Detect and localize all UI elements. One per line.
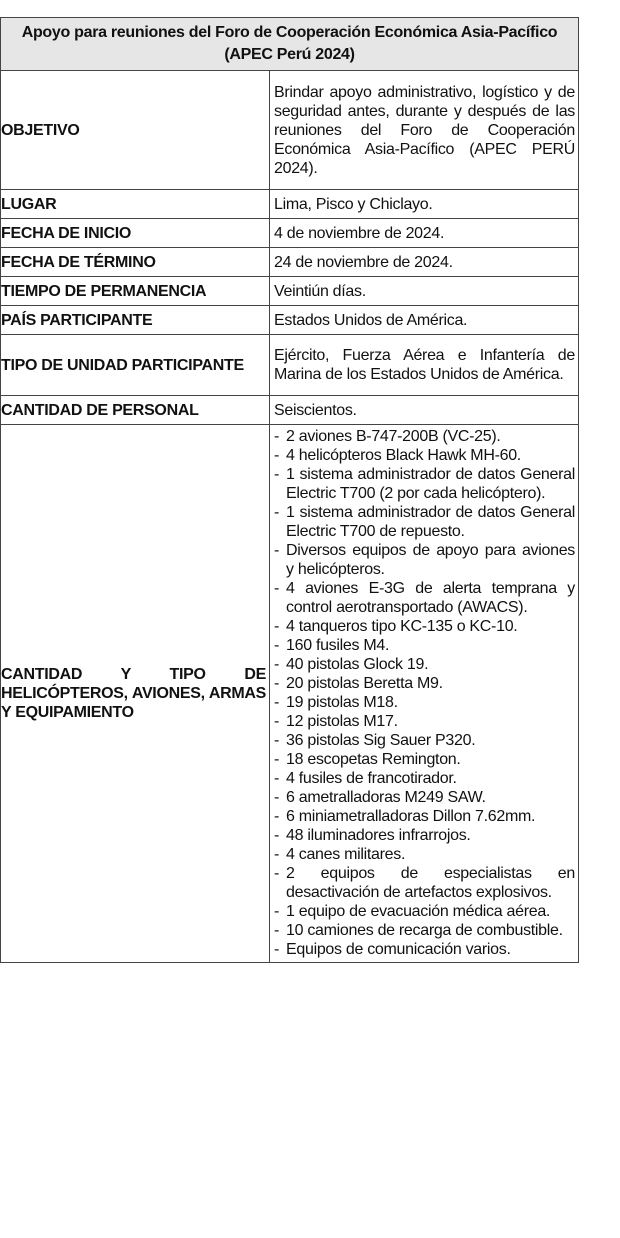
- row-pais-value: Estados Unidos de América.: [270, 306, 579, 335]
- table-title: [1, 18, 579, 71]
- row-tipo-unidad-value: Ejército, Fuerza Aérea e Infantería de Marina de los Estados Unidos de América.: [270, 335, 579, 396]
- list-item: - 2 equipos de especialistas en desactivación de artefactos explosivos.: [274, 864, 575, 902]
- row-objetivo: [1, 71, 579, 190]
- list-item: - 4 tanqueros tipo KC-135 o KC-10.: [274, 617, 575, 636]
- row-cantidad-personal: [1, 396, 579, 425]
- list-item: - 6 ametralladoras M249 SAW.: [274, 788, 575, 807]
- row-tiempo-permanencia: [1, 277, 579, 306]
- row-fecha-inicio-value: 4 de noviembre de 2024.: [270, 219, 579, 248]
- list-item: - 20 pistolas Beretta M9.: [274, 674, 575, 693]
- row-lugar-value: Lima, Pisco y Chiclayo.: [270, 190, 579, 219]
- equipment-list: [274, 427, 575, 959]
- apec-support-table: [0, 17, 579, 963]
- list-item: - 160 fusiles M4.: [274, 636, 575, 655]
- list-item: - Equipos de comunicación varios.: [274, 940, 575, 959]
- list-item: - 36 pistolas Sig Sauer P320.: [274, 731, 575, 750]
- row-fecha-termino: [1, 248, 579, 277]
- row-equipamiento-label: CANTIDAD Y TIPO DE HELICÓPTEROS, AVIONES, ARMAS Y EQUIPAMIENTO: [1, 425, 270, 963]
- list-item: - 48 iluminadores infrarrojos.: [274, 826, 575, 845]
- row-lugar-label: LUGAR: [1, 190, 270, 219]
- list-item: - 18 escopetas Remington.: [274, 750, 575, 769]
- list-item: - 1 sistema administrador de datos General Electric T700 de repuesto.: [274, 503, 575, 541]
- row-equipamiento-value: [270, 425, 579, 963]
- list-item: - 2 aviones B-747-200B (VC-25).: [274, 427, 575, 446]
- row-fecha-inicio-label: FECHA DE INICIO: [1, 219, 270, 248]
- table-title-line2: (APEC Perú 2024): [224, 46, 355, 63]
- list-item: - 4 fusiles de francotirador.: [274, 769, 575, 788]
- row-pais-participante: [1, 306, 579, 335]
- list-item: - Diversos equipos de apoyo para aviones y helicópteros.: [274, 541, 575, 579]
- row-tiempo-label: TIEMPO DE PERMANENCIA: [1, 277, 270, 306]
- row-cantidad-personal-value: Seiscientos.: [270, 396, 579, 425]
- row-objetivo-label: OBJETIVO: [1, 71, 270, 190]
- row-tiempo-value: Veintiún días.: [270, 277, 579, 306]
- list-item: - 1 sistema administrador de datos General Electric T700 (2 por cada helicóptero).: [274, 465, 575, 503]
- list-item: - 4 canes militares.: [274, 845, 575, 864]
- row-fecha-termino-value: 24 de noviembre de 2024.: [270, 248, 579, 277]
- row-pais-label: PAÍS PARTICIPANTE: [1, 306, 270, 335]
- row-cantidad-personal-label: CANTIDAD DE PERSONAL: [1, 396, 270, 425]
- list-item: - 4 helicópteros Black Hawk MH-60.: [274, 446, 575, 465]
- table-title-line1: Apoyo para reuniones del Foro de Cooperación Económica Asia-Pacífico: [21, 24, 558, 41]
- list-item: - 1 equipo de evacuación médica aérea.: [274, 902, 575, 921]
- row-fecha-inicio: [1, 219, 579, 248]
- row-lugar: [1, 190, 579, 219]
- list-item: - 6 miniametralladoras Dillon 7.62mm.: [274, 807, 575, 826]
- list-item: - 19 pistolas M18.: [274, 693, 575, 712]
- row-tipo-unidad-label: TIPO DE UNIDAD PARTICIPANTE: [1, 335, 270, 396]
- row-equipamiento: [1, 425, 579, 963]
- list-item: - 12 pistolas M17.: [274, 712, 575, 731]
- table-header-row: [1, 18, 579, 71]
- row-tipo-unidad: [1, 335, 579, 396]
- list-item: - 4 aviones E-3G de alerta temprana y control aerotransportado (AWACS).: [274, 579, 575, 617]
- list-item: - 40 pistolas Glock 19.: [274, 655, 575, 674]
- row-fecha-termino-label: FECHA DE TÉRMINO: [1, 248, 270, 277]
- row-objetivo-value: Brindar apoyo administrativo, logístico y de seguridad antes, durante y después de las reuniones del Foro de Cooperación Económica Asia-Pacífico (APEC PERÚ 2024).: [270, 71, 579, 190]
- list-item: - 10 camiones de recarga de combustible.: [274, 921, 575, 940]
